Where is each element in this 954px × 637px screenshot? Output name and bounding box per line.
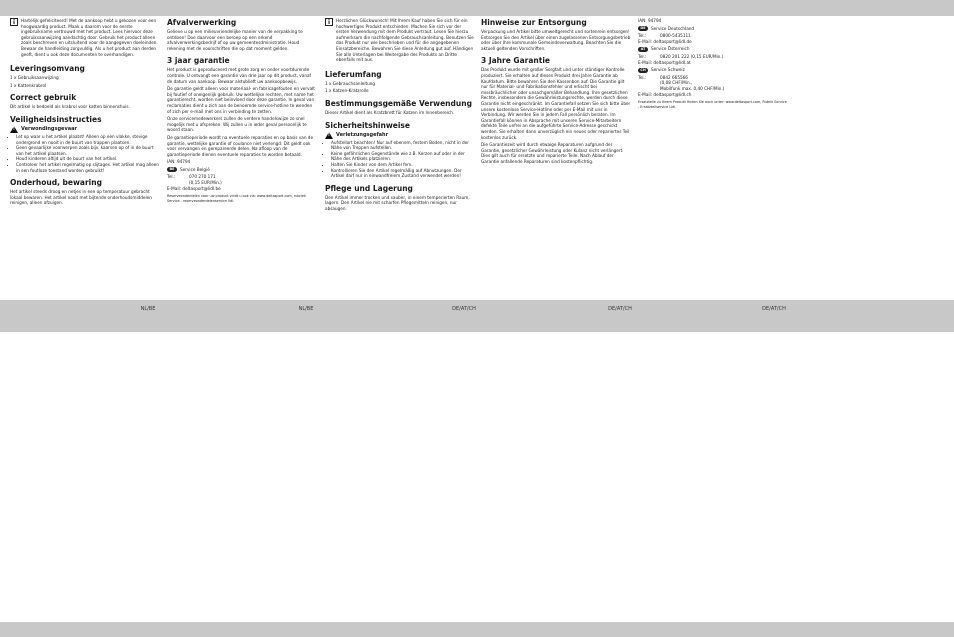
column-service — [638, 18, 788, 111]
danger-label: Verwondingsgevaar — [21, 126, 77, 133]
warning-icon — [325, 132, 333, 139]
warning-icon — [10, 126, 18, 133]
footer-country-label: DE/AT/CH — [608, 306, 632, 312]
column-de-warranty — [481, 18, 631, 166]
heading-warranty: 3 jaar garantie — [167, 56, 230, 66]
scope-item: 1 x Katzen-Kratzrolle — [325, 88, 369, 94]
heading-care: Onderhoud, bewaring — [10, 178, 102, 188]
heading-scope: Lieferumfang — [325, 69, 382, 79]
list-item: • Let op waar u het artikel plaatst! Alleen op een vlakke, stevige ondergrond en nooit in de buurt van trappen plaatsen. — [16, 134, 160, 145]
warranty-text: Das Produkt wurde mit großer Sorgfalt und unter ständiger Kontrolle produziert. Sie erhalten auf dieses Produkt drei Jahre Garantie ab Kaufdatum. Bitte bewahren Sie den Kassenbon auf. Die Garantie gilt nur für Material- und Fabrikationsfehler und erlischt bei missbräuchlicher oder unsachgemäßer Behandlung. Ihre gesetzlichen Rechte, insbesondere die Gewährleistungsrechte, werden durch diese Garantie nicht eingeschränkt. Im Garantiefall setzen Sie sich bitte über unsere kostenlose Service-Hotline oder per E-Mail mit uns in Verbindung. Wir werden Sie in jedem Fall persönlich beraten. Im Garantiefall können in Absprache mit unseren Service-Mitarbeitern defekte Teile unfrei an die aufgeführte Service-Adresse geschickt werden. Sie erhalten dann unverzüglich ein neues oder repariertes Teil kostenlos zurück. — [481, 67, 631, 140]
flag-at-icon: AT — [638, 47, 648, 52]
footer-country-label: DE/AT/CH — [452, 306, 476, 312]
safety-list — [10, 134, 160, 173]
service-email-at: E-Mail: deltasport@lidl.at — [638, 59, 691, 65]
service-name-de — [638, 26, 788, 32]
intro-text: Herzlichen Glückwunsch! Mit Ihrem Kauf haben Sie sich für ein hochwertiges Produkt entschieden. Machen Sie sich vor der ersten Verwendung mit dem Produkt vertraut. Lesen Sie hierzu aufmerksam die nachfolgende Gebrauchsanleitung. Benutzen Sie das Produkt nur wie beschrieben und für die angegebenen Einsatzbereiche. Bewahren Sie diese Anleitung gut auf. Händigen Sie alle Unterlagen bei Weitergabe des Produkts an Dritte ebenfalls mit aus. — [336, 18, 474, 63]
list-item: • Kontrollieren Sie den Artikel regelmäßig auf Abnutzungen. Der Artikel darf nur in einwandfreiem Zustand verwendet werden! — [331, 168, 475, 179]
service-tel-at: Tel.: 0820 201 222 (0,15 EUR/Min.) — [638, 53, 724, 59]
list-item: • Houd kinderen altijd uit de buurt van het artikel. — [16, 156, 160, 162]
warranty-text: De garantie geldt alleen voor materiaal- en fabricagefouten en vervalt bij foutief of oneigenlijk gebruik. Uw wettelijke rechten, met name het garantierecht, worden niet beïnvloed door deze garantie. In geval van reclamaties dient u zich aan de benoemde service-hotline te wenden of zich per e-mail met ons in verbinding te zetten. — [167, 86, 315, 114]
list-item: • Halten Sie Kinder von dem Artikel fern. — [331, 162, 475, 168]
danger-label: Verletzungsgefahr — [336, 132, 389, 139]
service-name — [167, 167, 317, 173]
spare-parts-note: Ersatzteile zu Ihrem Produkt finden Sie auch unter: www.deltasport.com, Rubrik Service - Ersatzteilservice Lidl. — [638, 100, 787, 109]
footer-country-label: DE/AT/CH — [762, 306, 786, 312]
service-tel-de: Tel.: 0800-5435111 — [638, 33, 691, 39]
service-rate-ch: Mobilfunk max. 0,40 CHF/Min.) — [660, 85, 725, 91]
service-label: Service België — [180, 166, 210, 172]
warranty-text: Die Garantiezeit wird durch etwaige Reparaturen aufgrund der Garantie, gesetzlicher Gewährleistung oder Kulanz nicht verlängert. Dies gilt auch für ersetzte und reparierte Teile. Nach Ablauf der Garantie anfallende Reparaturen sind kostenpflichtig. — [481, 142, 624, 164]
warranty-text: Onze servicemedewerkers zullen de verdere handelswijze zo snel mogelijk met u afspreken. Wij zullen u in ieder geval persoonlijk te woord staan. — [167, 116, 307, 133]
service-rate-ch: (0,08 CHF/Min., — [660, 80, 693, 86]
tel-value: 070 270 171 — [189, 174, 216, 180]
service-label: Service Deutschland — [651, 25, 695, 31]
care-text: Den Artikel immer trocken und sauber, in einem temperierten Raum, lagern. Den Artikel nie mit scharfen Pflegemitteln reinigen, nur absaugen. — [325, 194, 470, 211]
heading-safety: Veiligheidsinstructies — [10, 114, 102, 124]
scope-item: 1 x Gebrauchsanleitung — [325, 80, 376, 86]
ian-number: IAN: 94794 — [167, 159, 191, 165]
care-text: Het artikel steeds droog en netjes in een op temperatuur gebracht lokaal bewaren. Het artikel nooit met bijtende onderhoudsmiddelen reinigen, alleen afzuigen. — [10, 189, 152, 206]
list-item: • Controleer het artikel regelmatig op slijtages. Het artikel mag alleen in een foutloze toestand worden gebruikt! — [16, 162, 160, 173]
intro-block — [10, 18, 160, 59]
info-icon: i — [325, 18, 333, 26]
flag-de-icon: DE — [638, 26, 648, 31]
scope-item: 1 x Gebruiksaanwijzing — [10, 75, 59, 81]
heading-disposal: Hinweise zur Entsorgung — [481, 18, 587, 27]
intro-text: Hartelijk gefeliciteerd! Met de aankoop hebt u gekozen voor een hoogwaardig product. Maak u daarom voor de eerste ingebruikname vertrouwd met het product. Lees hiervoor deze gebruiksaanwijzing aandachtig door. Gebruik het product alleen zoals beschreven en uitsluitend voor de aangegeven doeleinden. Bewaar de handleiding zorgvuldig. Als u het product aan derden geeft, dient u ook deze documenten te overhandigen. — [21, 18, 158, 57]
heading-scope: Leveringsomvang — [10, 64, 85, 74]
disposal-text: Gelieve u op een milieuvriendelijke manier van de verpakking te ontdoen! Doe daarvoor een beroep op een erkend afvalverwerkingsbedrijf of op uw gemeentesdministratie. Houd rekening met de voorschriften die op dat moment gelden. — [167, 29, 303, 51]
heading-safety: Sicherheitshinweise — [325, 120, 410, 130]
heading-disposal: Afvalverwerking — [167, 18, 237, 27]
column-de-intro — [325, 18, 475, 213]
disposal-text: Verpackung und Artikel bitte umweltgerecht und sortenrein entsorgen! Entsorgen Sie den Artikel über einen zugelassenen Entsorgungsbetrieb oder über Ihre kommunale Gemeindeverwaltung. Beachten Sie die aktuell geltenden Vorschriften. — [481, 29, 631, 51]
service-email: E-Mail: deltasport@lidl.be — [167, 185, 221, 191]
service-rate — [167, 180, 317, 186]
spare-parts-note: Reserveonderdelen voor uw product vindt u ook via: www.deltasport.com, rubriek Service - reserveonderdelenservice lidl. — [167, 194, 306, 203]
danger-heading — [10, 126, 160, 133]
intro-block — [325, 18, 475, 65]
warranty-text: De garantieperiode wordt na eventuele reparaties en op basis van de garantie, wettelijke garantie of coulance niet verlengd. Dit geldt ook voor vervangen en gerepareerde delen. Na afloop van de garantieperiode dienen eventuele reparaties te worden betaald. — [167, 134, 314, 157]
footer-band — [0, 300, 954, 332]
scope-item: 1 x Kattenkrabrol — [10, 82, 47, 88]
flag-ch-icon: CH — [638, 68, 648, 73]
warranty-text: Het product is geproduceerd met grote zorg en onder voortdurende controle. U ontvangt een garantie van drie jaar op dit product, vanaf de datum van aankoop. Bewaar alstublieft uw aankoopbewijs. — [167, 67, 312, 84]
footer-country-label: NL/BE — [140, 306, 156, 312]
list-item: • Aufstellort beachten! Nur auf ebenem, festem Boden, nicht in der Nähe von Treppen aufstellen. — [331, 140, 475, 151]
service-label: Service Schweiz — [651, 67, 685, 73]
service-tel-ch: Tel.: 0842 665566 — [638, 74, 688, 80]
use-text: Dieser Artikel dient als Kratzbrett für Katzen im Innenbereich. — [325, 109, 455, 115]
footer-country-label: NL/BE — [298, 306, 314, 312]
heading-use: Correct gebruik — [10, 93, 77, 103]
list-item: • Geen gevaarlijke voorwerpen zoals bijv. kaarsen op of in de buurt van het artikel plaatsen. — [16, 145, 160, 156]
tel-rate: (0,15 EUR/Min.) — [189, 180, 222, 186]
safety-list — [325, 140, 475, 179]
bottom-band — [0, 622, 954, 637]
ian-number: IAN: 94794 — [638, 18, 662, 23]
danger-heading — [325, 132, 475, 139]
tel-key: Tel.: — [167, 174, 176, 180]
column-nl-warranty — [167, 18, 317, 205]
use-text: Dit artikel is bedoeld als krabrol voor katten binnenshuis. — [10, 104, 130, 110]
service-email-ch: E-Mail: deltasport@lidl.ch — [638, 91, 692, 97]
info-icon: i — [10, 18, 18, 26]
heading-warranty: 3 Jahre Garantie — [481, 56, 550, 66]
flag-be-icon: BE — [167, 167, 177, 172]
heading-use: Bestimmungsgemäße Verwendung — [325, 98, 472, 108]
service-name-ch — [638, 67, 788, 73]
top-band — [0, 0, 954, 16]
service-label: Service Österreich — [651, 46, 690, 52]
heading-care: Pflege und Lagerung — [325, 183, 413, 193]
list-item: • Keine gefährlichen Gegenstände wie z.B. Kerzen auf oder in der Nähe des Artikels platzieren. — [331, 151, 475, 162]
service-email-de: E-Mail: deltasport@lidl.de — [638, 38, 692, 44]
column-nl-intro — [10, 18, 160, 208]
service-name-at — [638, 46, 788, 52]
